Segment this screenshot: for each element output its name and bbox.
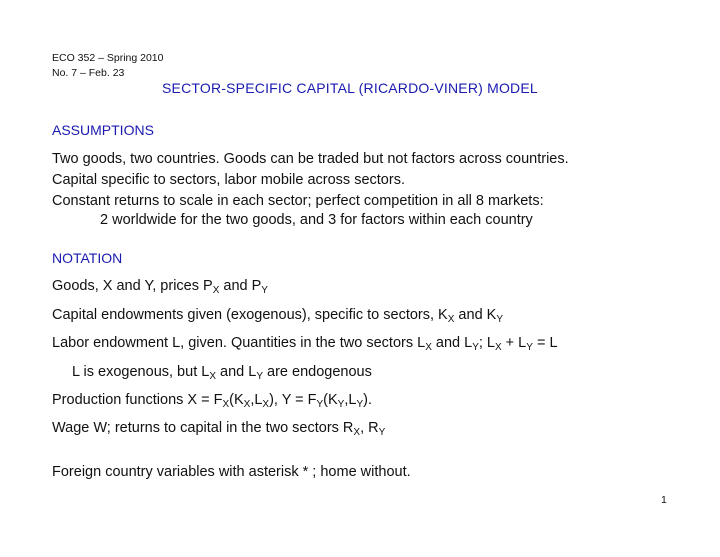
course-label: ECO 352 – Spring 2010 xyxy=(52,52,164,64)
notation-goods: Goods, X and Y, prices $P_X$ and $P_Y$ xyxy=(52,278,268,296)
notation-exogenous: L is exogenous, but $L_X$ and $L_Y$ are endogenous xyxy=(72,364,372,382)
assumption-line-4: 2 worldwide for the two goods, and 3 for factors within each country xyxy=(100,212,533,228)
notation-heading: NOTATION xyxy=(52,250,123,266)
lecture-label: No. 7 – Feb. 23 xyxy=(52,67,125,79)
page-title: SECTOR-SPECIFIC CAPITAL (RICARDO-VINER) MODEL xyxy=(162,80,538,96)
assumption-line-2: Capital specific to sectors, labor mobile across sectors. xyxy=(52,172,405,188)
assumption-line-3: Constant returns to scale in each sector; perfect competition in all 8 markets: xyxy=(52,193,544,209)
notation-wage: Wage W; returns to capital in the two sectors $R_X$, $R_Y$ xyxy=(52,420,386,438)
assumptions-heading: ASSUMPTIONS xyxy=(52,122,154,138)
notation-capital: Capital endowments given (exogenous), specific to sectors, $K_X$ and $K_Y$ xyxy=(52,307,503,325)
notation-production: Production functions $X = F_X(K_X,L_X)$, $Y = F_Y(K_Y,L_Y)$. xyxy=(52,392,372,410)
notation-labor: Labor endowment L, given. Quantities in the two sectors $L_X$ and $L_Y$; $L_X + L_Y = L$ xyxy=(52,335,558,353)
page-number: 1 xyxy=(661,494,667,506)
notation-foreign: Foreign country variables with asterisk * ; home without. xyxy=(52,464,411,480)
assumption-line-1: Two goods, two countries. Goods can be traded but not factors across countries. xyxy=(52,151,569,167)
